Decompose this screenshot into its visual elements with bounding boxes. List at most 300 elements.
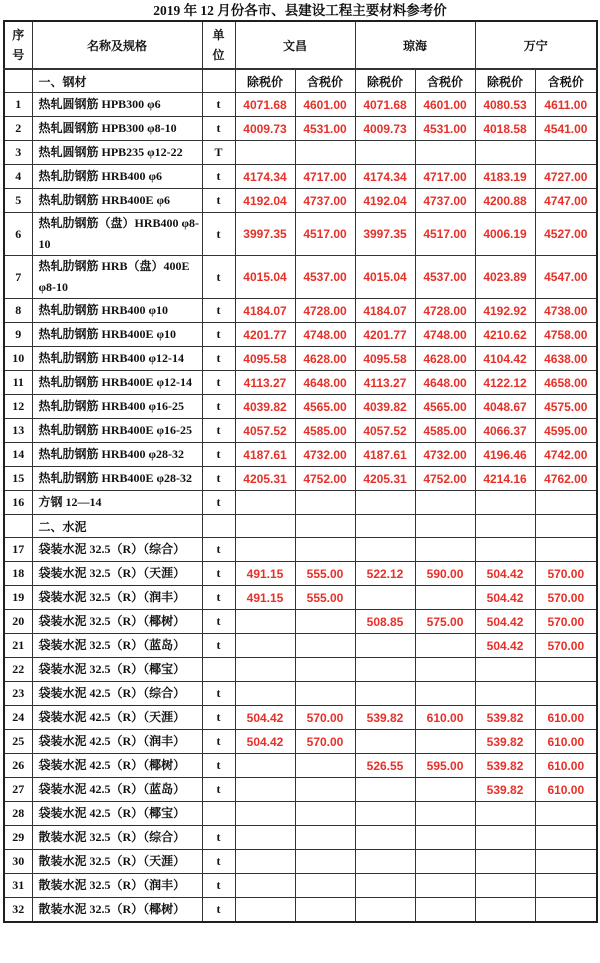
price-cell (415, 682, 475, 706)
price-cell: 4547.00 (535, 256, 597, 299)
price-cell (235, 754, 295, 778)
price-cell: 4023.89 (475, 256, 535, 299)
price-cell (355, 491, 415, 515)
item-row (4, 371, 597, 395)
item-name-cell: 袋装水泥 42.5（R）（椰宝） (32, 802, 202, 826)
price-cell (415, 658, 475, 682)
item-seq-cell: 4 (4, 165, 32, 189)
item-unit-cell: t (202, 323, 235, 347)
price-cell (415, 491, 475, 515)
item-seq-cell: 31 (4, 874, 32, 898)
item-name-cell: 散装水泥 32.5（R）（椰树） (32, 898, 202, 923)
item-unit-cell: t (202, 491, 235, 515)
item-name-cell: 热轧肋钢筋 HRB400 φ12-14 (32, 347, 202, 371)
item-row (4, 256, 597, 299)
price-cell: 504.42 (475, 586, 535, 610)
price-cell: 4628.00 (295, 347, 355, 371)
item-row (4, 586, 597, 610)
price-cell: 555.00 (295, 586, 355, 610)
price-cell: 4728.00 (415, 299, 475, 323)
price-cell (355, 586, 415, 610)
price-cell: 4638.00 (535, 347, 597, 371)
item-seq-cell: 9 (4, 323, 32, 347)
price-cell: 4095.58 (355, 347, 415, 371)
item-name-cell: 袋装水泥 32.5（R）（蓝岛） (32, 634, 202, 658)
price-cell (295, 141, 355, 165)
item-seq-cell: 10 (4, 347, 32, 371)
price-cell: 610.00 (535, 754, 597, 778)
item-seq-cell: 23 (4, 682, 32, 706)
item-unit-cell: t (202, 778, 235, 802)
price-cell (235, 141, 295, 165)
item-row (4, 658, 597, 682)
price-cell (475, 141, 535, 165)
price-cell: 570.00 (295, 730, 355, 754)
price-cell: 4537.00 (295, 256, 355, 299)
price-cell (535, 682, 597, 706)
price-cell: 4762.00 (535, 467, 597, 491)
price-cell (475, 850, 535, 874)
price-cell: 539.82 (355, 706, 415, 730)
price-cell (415, 850, 475, 874)
item-seq-cell: 32 (4, 898, 32, 923)
price-cell: 610.00 (535, 706, 597, 730)
item-row (4, 562, 597, 586)
item-name-cell: 热轧肋钢筋 HRB400E φ28-32 (32, 467, 202, 491)
price-cell: 4205.31 (355, 467, 415, 491)
item-unit-cell: t (202, 189, 235, 213)
price-type-header-cell: 除税价 (235, 69, 295, 93)
item-row (4, 93, 597, 117)
price-cell (415, 874, 475, 898)
item-unit-cell: T (202, 141, 235, 165)
price-cell (235, 850, 295, 874)
price-cell: 4009.73 (355, 117, 415, 141)
price-cell: 595.00 (415, 754, 475, 778)
price-cell: 4071.68 (235, 93, 295, 117)
item-name-cell: 散装水泥 32.5（R）（天涯） (32, 850, 202, 874)
price-cell: 4210.62 (475, 323, 535, 347)
item-seq-cell: 18 (4, 562, 32, 586)
price-type-header-cell (295, 515, 355, 538)
item-seq-cell: 30 (4, 850, 32, 874)
item-unit-cell: t (202, 898, 235, 923)
item-row (4, 213, 597, 256)
price-cell: 4174.34 (235, 165, 295, 189)
price-cell: 4648.00 (415, 371, 475, 395)
price-cell (235, 538, 295, 562)
price-cell (535, 826, 597, 850)
price-cell: 4747.00 (535, 189, 597, 213)
item-row (4, 419, 597, 443)
price-cell (415, 141, 475, 165)
price-cell: 570.00 (535, 634, 597, 658)
price-cell: 504.42 (475, 634, 535, 658)
price-cell (475, 538, 535, 562)
item-row (4, 898, 597, 923)
price-cell (415, 634, 475, 658)
price-cell (535, 802, 597, 826)
item-seq-cell: 16 (4, 491, 32, 515)
item-row (4, 682, 597, 706)
price-cell: 3997.35 (355, 213, 415, 256)
item-row (4, 778, 597, 802)
price-cell: 4732.00 (415, 443, 475, 467)
item-name-cell: 袋装水泥 32.5（R）（椰宝） (32, 658, 202, 682)
price-cell (355, 658, 415, 682)
item-unit-cell: t (202, 213, 235, 256)
price-cell: 526.55 (355, 754, 415, 778)
seq-cell (4, 69, 32, 93)
price-cell: 4184.07 (355, 299, 415, 323)
unit-cell (202, 515, 235, 538)
item-name-cell: 散装水泥 32.5（R）（综合） (32, 826, 202, 850)
price-cell: 4205.31 (235, 467, 295, 491)
price-cell (295, 898, 355, 923)
price-cell (355, 730, 415, 754)
item-seq-cell: 7 (4, 256, 32, 299)
price-cell: 4738.00 (535, 299, 597, 323)
price-cell: 4039.82 (355, 395, 415, 419)
price-type-header-cell (475, 515, 535, 538)
price-type-header-cell (235, 515, 295, 538)
price-cell (235, 491, 295, 515)
price-cell: 4732.00 (295, 443, 355, 467)
item-name-cell: 热轧肋钢筋 HRB400E φ12-14 (32, 371, 202, 395)
item-name-cell: 热轧肋钢筋（盘）HRB400 φ8-10 (32, 213, 202, 256)
item-row (4, 826, 597, 850)
item-name-cell: 方钢 12—14 (32, 491, 202, 515)
item-unit-cell (202, 802, 235, 826)
item-unit-cell: t (202, 299, 235, 323)
price-cell (415, 586, 475, 610)
price-cell (295, 874, 355, 898)
price-cell (355, 850, 415, 874)
price-cell (415, 802, 475, 826)
price-cell (355, 826, 415, 850)
price-cell (235, 658, 295, 682)
item-name-cell: 袋装水泥 42.5（R）（椰树） (32, 754, 202, 778)
price-cell: 4095.58 (235, 347, 295, 371)
price-cell: 4565.00 (415, 395, 475, 419)
price-cell: 4717.00 (295, 165, 355, 189)
item-name-cell: 散装水泥 32.5（R）（润丰） (32, 874, 202, 898)
price-cell: 4009.73 (235, 117, 295, 141)
price-cell: 4039.82 (235, 395, 295, 419)
price-cell (235, 682, 295, 706)
item-unit-cell: t (202, 730, 235, 754)
item-seq-cell: 6 (4, 213, 32, 256)
table-body (4, 69, 597, 922)
price-type-header-cell (535, 515, 597, 538)
price-cell (535, 141, 597, 165)
item-row (4, 874, 597, 898)
item-seq-cell: 15 (4, 467, 32, 491)
item-unit-cell: t (202, 395, 235, 419)
price-cell: 570.00 (295, 706, 355, 730)
price-type-header-cell: 含税价 (415, 69, 475, 93)
price-cell (295, 754, 355, 778)
price-cell: 4201.77 (355, 323, 415, 347)
price-cell: 4192.04 (235, 189, 295, 213)
item-seq-cell: 3 (4, 141, 32, 165)
price-cell (295, 658, 355, 682)
item-row (4, 491, 597, 515)
item-unit-cell: t (202, 754, 235, 778)
price-cell: 4658.00 (535, 371, 597, 395)
item-seq-cell: 1 (4, 93, 32, 117)
price-cell (355, 802, 415, 826)
price-cell (355, 538, 415, 562)
price-cell (415, 778, 475, 802)
price-cell (295, 682, 355, 706)
price-cell: 4748.00 (295, 323, 355, 347)
item-unit-cell: t (202, 562, 235, 586)
price-cell: 4196.46 (475, 443, 535, 467)
price-cell (295, 634, 355, 658)
item-name-cell: 袋装水泥 42.5（R）（蓝岛） (32, 778, 202, 802)
price-cell (415, 538, 475, 562)
item-unit-cell: t (202, 117, 235, 141)
col-header-unit-label: 单位 (212, 28, 225, 62)
price-cell: 4057.52 (235, 419, 295, 443)
price-cell: 610.00 (535, 730, 597, 754)
price-cell: 4585.00 (415, 419, 475, 443)
unit-cell (202, 69, 235, 93)
price-cell (235, 802, 295, 826)
price-cell: 4174.34 (355, 165, 415, 189)
price-cell (475, 658, 535, 682)
price-cell: 539.82 (475, 754, 535, 778)
price-cell (475, 874, 535, 898)
price-cell (295, 538, 355, 562)
price-cell: 4737.00 (295, 189, 355, 213)
price-cell (535, 850, 597, 874)
item-name-cell: 袋装水泥 32.5（R）（润丰） (32, 586, 202, 610)
item-seq-cell: 14 (4, 443, 32, 467)
price-cell: 539.82 (475, 706, 535, 730)
price-cell (235, 634, 295, 658)
item-unit-cell: t (202, 371, 235, 395)
price-cell (355, 682, 415, 706)
price-cell (535, 658, 597, 682)
price-type-header-cell: 含税价 (295, 69, 355, 93)
price-cell: 555.00 (295, 562, 355, 586)
price-cell: 4187.61 (355, 443, 415, 467)
item-name-cell: 袋装水泥 32.5（R）（综合） (32, 538, 202, 562)
item-row (4, 850, 597, 874)
price-cell: 4015.04 (235, 256, 295, 299)
item-unit-cell: t (202, 610, 235, 634)
item-name-cell: 袋装水泥 32.5（R）（天涯） (32, 562, 202, 586)
price-type-header-cell: 除税价 (475, 69, 535, 93)
item-seq-cell: 27 (4, 778, 32, 802)
item-row (4, 706, 597, 730)
item-name-cell: 热轧肋钢筋 HRB400 φ6 (32, 165, 202, 189)
item-row (4, 165, 597, 189)
item-row (4, 141, 597, 165)
item-row (4, 443, 597, 467)
price-cell: 4595.00 (535, 419, 597, 443)
price-cell: 539.82 (475, 778, 535, 802)
price-cell: 4113.27 (235, 371, 295, 395)
price-type-header-cell (415, 515, 475, 538)
price-cell: 4752.00 (295, 467, 355, 491)
price-cell: 4200.88 (475, 189, 535, 213)
price-cell: 4192.92 (475, 299, 535, 323)
price-cell: 4184.07 (235, 299, 295, 323)
col-header-name: 名称及规格 (32, 21, 202, 69)
item-row (4, 189, 597, 213)
col-header-city-qionghai: 琼海 (355, 21, 475, 69)
price-cell: 4214.16 (475, 467, 535, 491)
price-cell: 4752.00 (415, 467, 475, 491)
price-cell: 4048.67 (475, 395, 535, 419)
price-cell: 575.00 (415, 610, 475, 634)
price-cell: 504.42 (235, 706, 295, 730)
price-cell (535, 491, 597, 515)
price-cell: 4183.19 (475, 165, 535, 189)
price-cell: 4737.00 (415, 189, 475, 213)
price-type-header-cell: 除税价 (355, 69, 415, 93)
item-unit-cell: t (202, 706, 235, 730)
price-cell: 4758.00 (535, 323, 597, 347)
item-seq-cell: 24 (4, 706, 32, 730)
price-cell (295, 778, 355, 802)
price-cell: 4104.42 (475, 347, 535, 371)
price-cell (295, 826, 355, 850)
price-cell: 4537.00 (415, 256, 475, 299)
price-cell (355, 141, 415, 165)
price-cell: 4628.00 (415, 347, 475, 371)
price-cell: 4742.00 (535, 443, 597, 467)
price-cell: 4565.00 (295, 395, 355, 419)
price-cell (355, 778, 415, 802)
price-cell (295, 610, 355, 634)
price-cell: 4611.00 (535, 93, 597, 117)
seq-cell (4, 515, 32, 538)
price-cell: 4601.00 (295, 93, 355, 117)
price-cell (235, 826, 295, 850)
price-cell: 4066.37 (475, 419, 535, 443)
item-name-cell: 热轧圆钢筋 HPB300 φ8-10 (32, 117, 202, 141)
price-cell (475, 491, 535, 515)
price-cell: 4057.52 (355, 419, 415, 443)
item-row (4, 730, 597, 754)
page-title: 2019 年 12 月份各市、县建设工程主要材料参考价 (153, 3, 447, 18)
item-row (4, 802, 597, 826)
price-cell: 4517.00 (415, 213, 475, 256)
item-unit-cell: t (202, 467, 235, 491)
item-seq-cell: 21 (4, 634, 32, 658)
price-cell: 4122.12 (475, 371, 535, 395)
item-name-cell: 热轧肋钢筋 HRB400 φ10 (32, 299, 202, 323)
col-header-unit (202, 21, 235, 69)
item-seq-cell: 29 (4, 826, 32, 850)
item-seq-cell: 20 (4, 610, 32, 634)
item-seq-cell: 5 (4, 189, 32, 213)
price-cell: 4192.04 (355, 189, 415, 213)
item-row (4, 467, 597, 491)
item-unit-cell: t (202, 419, 235, 443)
item-row (4, 754, 597, 778)
section-title: 一、钢材 (32, 69, 202, 93)
price-cell: 4585.00 (295, 419, 355, 443)
price-cell (295, 802, 355, 826)
item-unit-cell: t (202, 347, 235, 371)
item-seq-cell: 26 (4, 754, 32, 778)
price-cell: 4071.68 (355, 93, 415, 117)
price-cell: 4113.27 (355, 371, 415, 395)
item-row (4, 610, 597, 634)
price-cell: 4006.19 (475, 213, 535, 256)
price-cell (475, 898, 535, 923)
price-cell: 4531.00 (415, 117, 475, 141)
price-type-header-cell (355, 515, 415, 538)
item-unit-cell: t (202, 538, 235, 562)
price-cell (355, 898, 415, 923)
item-row (4, 634, 597, 658)
col-header-city-wenchang: 文昌 (235, 21, 355, 69)
price-cell: 570.00 (535, 562, 597, 586)
price-cell (535, 538, 597, 562)
col-header-seq (4, 21, 32, 69)
item-row (4, 395, 597, 419)
item-name-cell: 热轧肋钢筋 HRB400E φ10 (32, 323, 202, 347)
price-cell: 4015.04 (355, 256, 415, 299)
price-cell: 570.00 (535, 586, 597, 610)
item-unit-cell: t (202, 256, 235, 299)
section-title: 二、水泥 (32, 515, 202, 538)
price-cell (235, 778, 295, 802)
item-unit-cell: t (202, 850, 235, 874)
price-cell: 504.42 (475, 562, 535, 586)
price-cell (535, 898, 597, 923)
price-cell: 491.15 (235, 562, 295, 586)
price-cell: 522.12 (355, 562, 415, 586)
price-cell: 4517.00 (295, 213, 355, 256)
price-cell: 4748.00 (415, 323, 475, 347)
price-cell (415, 826, 475, 850)
header-row (4, 21, 597, 69)
item-unit-cell: t (202, 443, 235, 467)
item-seq-cell: 22 (4, 658, 32, 682)
item-seq-cell: 2 (4, 117, 32, 141)
item-seq-cell: 19 (4, 586, 32, 610)
price-cell (295, 850, 355, 874)
item-name-cell: 热轧肋钢筋 HRB400 φ16-25 (32, 395, 202, 419)
item-name-cell: 热轧圆钢筋 HPB300 φ6 (32, 93, 202, 117)
col-header-seq-label: 序号 (12, 28, 25, 62)
item-unit-cell (202, 658, 235, 682)
item-seq-cell: 12 (4, 395, 32, 419)
item-name-cell: 热轧肋钢筋 HRB400 φ28-32 (32, 443, 202, 467)
item-name-cell: 热轧肋钢筋 HRB（盘）400E φ8-10 (32, 256, 202, 299)
price-cell: 590.00 (415, 562, 475, 586)
item-seq-cell: 25 (4, 730, 32, 754)
item-seq-cell: 28 (4, 802, 32, 826)
item-row (4, 117, 597, 141)
item-unit-cell: t (202, 826, 235, 850)
price-cell: 491.15 (235, 586, 295, 610)
price-cell: 3997.35 (235, 213, 295, 256)
price-cell: 610.00 (415, 706, 475, 730)
price-cell (475, 682, 535, 706)
item-seq-cell: 11 (4, 371, 32, 395)
price-cell (415, 898, 475, 923)
price-cell: 4541.00 (535, 117, 597, 141)
item-unit-cell: t (202, 586, 235, 610)
